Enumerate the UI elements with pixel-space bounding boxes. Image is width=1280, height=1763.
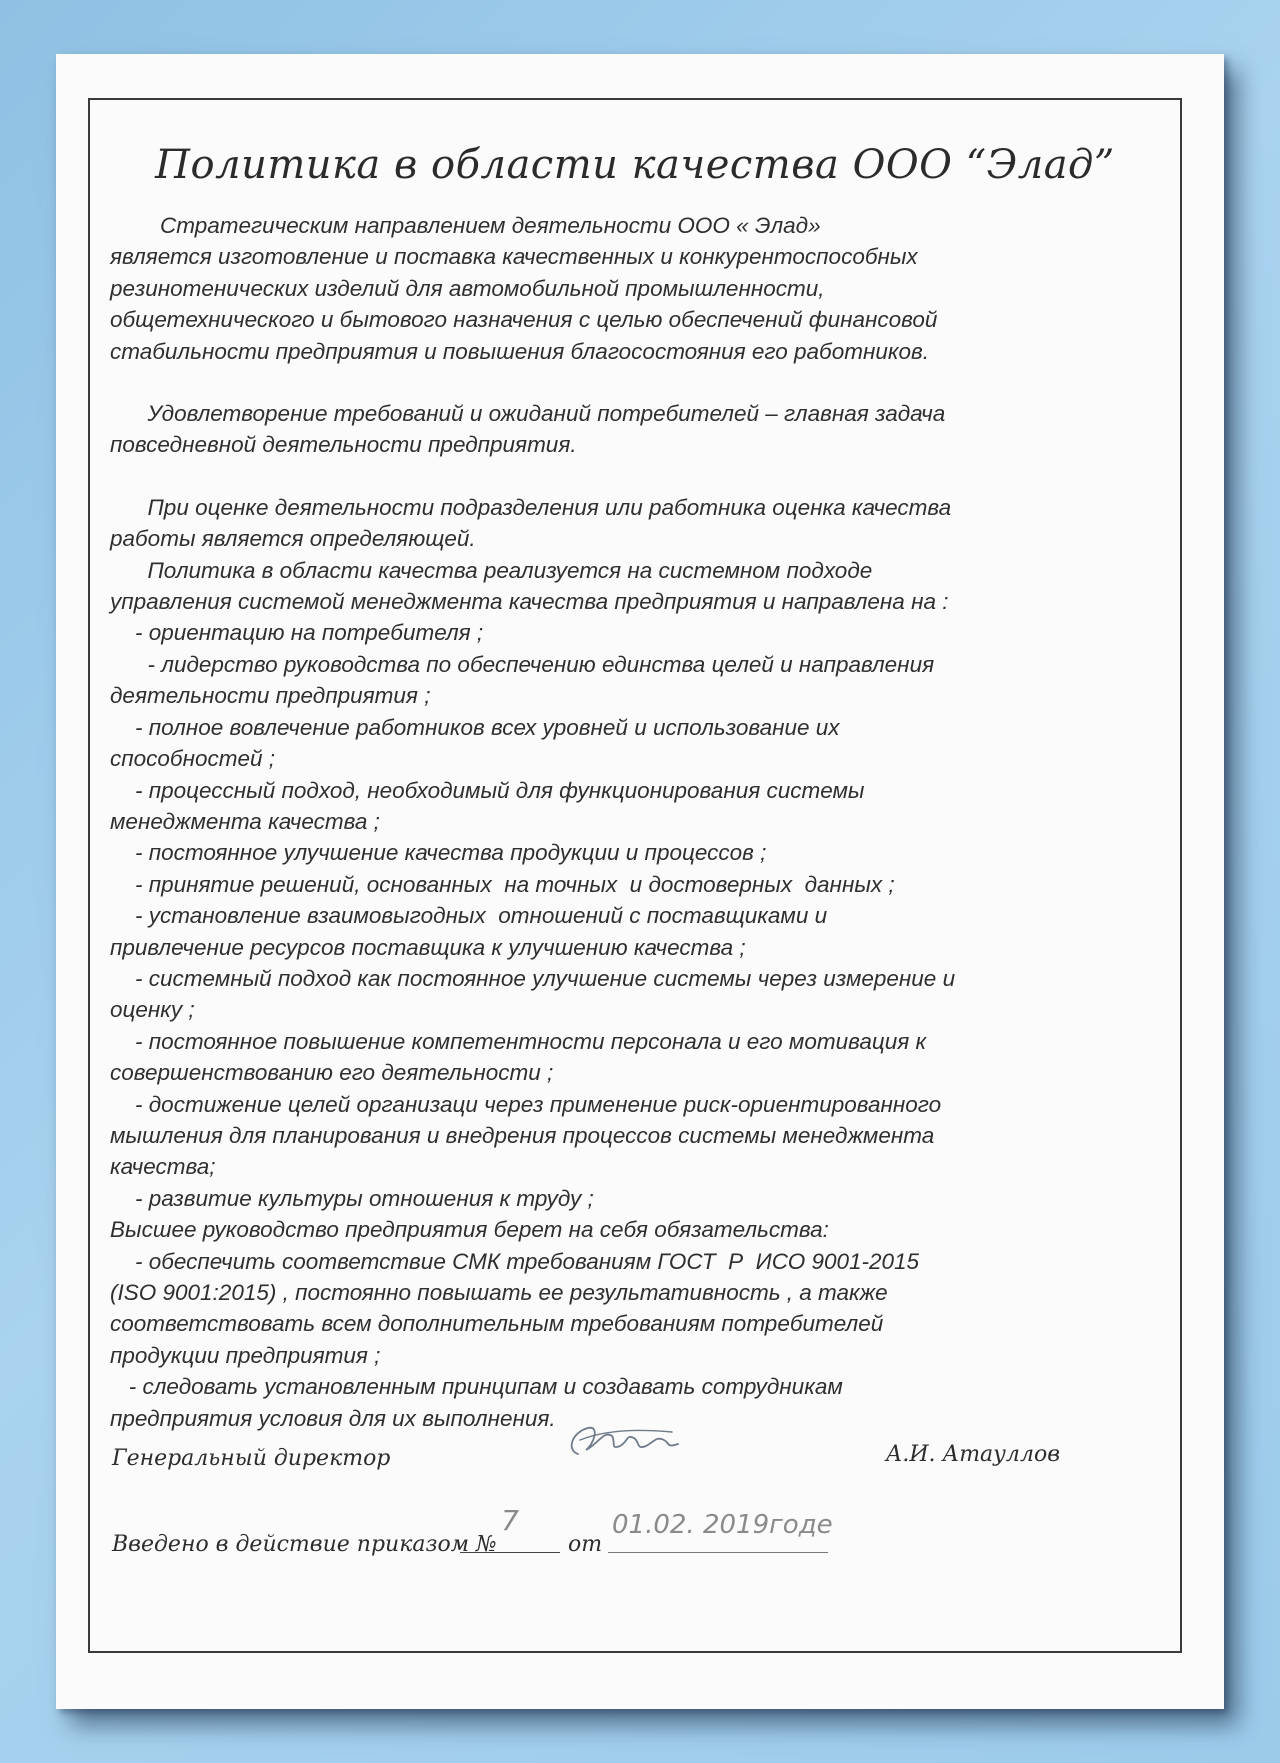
text-line: повседневной деятельности предприятия. [110, 432, 577, 458]
text-line: совершенствованию его деятельности ; [110, 1060, 554, 1086]
text-line: При оценке деятельности подразделения или работника оценка качества [110, 494, 952, 520]
document-title: Политика в области качества ООО “Элад” [155, 142, 1115, 188]
document-body [110, 210, 1160, 1434]
text-line: - полное вовлечение работников всех уровней и использование их [110, 714, 840, 740]
order-date-underline [608, 1552, 828, 1553]
order-number-underline [460, 1552, 560, 1553]
text-line: - принятие решений, основанных на точных и достоверных данных ; [110, 871, 895, 897]
text-line: - достижение целей организаци через применение риск-ориентированного [110, 1091, 942, 1117]
text-line: - развитие культуры отношения к труду ; [110, 1185, 594, 1211]
text-line: привлечение ресурсов поставщика к улучшению качества ; [110, 934, 746, 960]
text-line: качества; [110, 1154, 216, 1180]
order-date: 01.02. 2019годе [612, 1510, 833, 1540]
text-line: предприятия условия для их выполнения. [110, 1405, 556, 1431]
text-line: - обеспечить соответствие СМК требованиям ГОСТ Р ИСО 9001-2015 [110, 1248, 920, 1274]
text-line: - следовать установленным принципам и создавать сотрудникам [110, 1374, 843, 1400]
text-line: (ISO 9001:2015) , постоянно повышать ее результативность , а также [110, 1280, 888, 1305]
text-line: - постоянное повышение компетентности персонала и его мотивация к [110, 1028, 927, 1054]
text-line: оценку ; [110, 997, 195, 1023]
text-line: менеджмента качества ; [110, 808, 380, 834]
document-sheet [56, 54, 1224, 1709]
order-from-label: от [568, 1532, 603, 1557]
paragraph-gap [110, 461, 1160, 492]
text-line: соответствовать всем дополнительным требованиям потребителей [110, 1311, 884, 1337]
text-line: продукции предприятия ; [110, 1342, 381, 1368]
text-line: - установление взаимовыгодных отношений с поставщиками и [110, 903, 828, 929]
text-line: - постоянное улучшение качества продукции и процессов ; [110, 840, 767, 866]
text-line: мышления для планирования и внедрения процессов системы менеджмента [110, 1122, 935, 1148]
order-number: 7 [501, 1504, 519, 1537]
text-line: - ориентацию на потребителя ; [110, 620, 484, 646]
text-line: является изготовление и поставка качественных и конкурентоспособных [110, 244, 918, 270]
paragraph-gap [110, 367, 1160, 398]
text-line: способностей ; [110, 746, 275, 772]
text-line: - процессный подход, необходимый для функционирования системы [110, 777, 865, 803]
text-line: управления системой менеджмента качества предприятия и направлена на : [110, 589, 949, 615]
director-signature [560, 1410, 690, 1470]
director-name: А.И. Атауллов [885, 1442, 1060, 1467]
text-line: деятельности предприятия ; [110, 683, 431, 709]
text-line: работы является определяющей. [110, 526, 476, 552]
director-position: Генеральный директор [112, 1446, 391, 1471]
text-line: общетехнического и бытового назначения с целью обеспечений финансовой [110, 307, 938, 333]
text-line: резинотенических изделий для автомобильной промышленности, [110, 275, 825, 301]
text-line: Политика в области качества реализуется на системном подходе [110, 557, 873, 583]
text-line: - лидерство руководства по обеспечению единства целей и направления [110, 651, 935, 677]
text-line: стабильности предприятия и повышения благосостояния его работников. [110, 338, 929, 364]
order-label: Введено в действие приказом № [112, 1532, 497, 1557]
text-line: Высшее руководство предприятия берет на себя обязательства: [110, 1217, 829, 1243]
text-line: - системный подход как постоянное улучшение системы через измерение и [110, 965, 956, 991]
text-line: Удовлетворение требований и ожиданий потребителей – главная задача [110, 401, 946, 427]
document-frame [88, 98, 1182, 1653]
text-line: Стратегическим направлением деятельности ООО « Элад» [110, 213, 821, 238]
